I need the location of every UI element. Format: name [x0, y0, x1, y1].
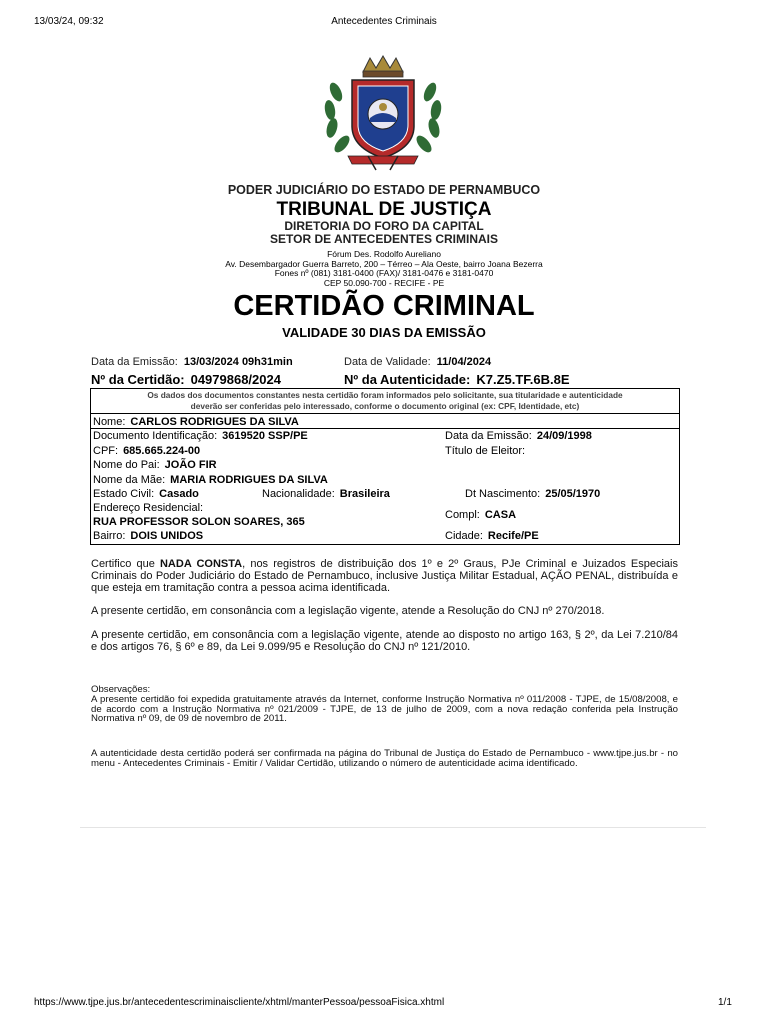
certificate-number: Nº da Certidão: 04979868/2024: [91, 372, 281, 387]
street-address: Av. Desembargador Guerra Barreto, 200 – Térreo – Ala Oeste, bairro Joana Bezerra: [225, 258, 543, 269]
certification-statement: Certifico que NADA CONSTA, nos registros de distribuição dos 1º e 2º Graus, PJe Criminal e Juizados Especiais Criminais do Poder Judiciário do Estado de Pernambuco, inclusive Justiça Militar Estadual, AÇÃO PENAL, distribuída e que esteja em tramitação contra a pessoa acima identificada.: [91, 558, 678, 595]
validity-notice: VALIDADE 30 DIAS DA EMISSÃO: [282, 325, 486, 340]
print-title: Antecedentes Criminais: [331, 16, 437, 27]
phone-numbers: Fones nº (081) 3181-0400 (FAX)/ 3181-0476 e 3181-0470: [274, 268, 494, 279]
field-address-label: Endereço Residencial:: [93, 502, 204, 514]
field-father: Nome do Pai: JOÃO FIR: [93, 459, 217, 471]
field-address: RUA PROFESSOR SOLON SOARES, 365: [93, 516, 305, 528]
observations: [91, 685, 678, 724]
nada-consta: NADA CONSTA: [159, 558, 243, 570]
personal-data-box: [90, 388, 680, 545]
court-name: PODER JUDICIÁRIO DO ESTADO DE PERNAMBUCO: [227, 183, 541, 197]
postal-code: CEP 50.090-700 - RECIFE - PE: [323, 277, 445, 288]
department-line: DIRETORIA DO FORO DA CAPITAL: [284, 219, 484, 233]
address-block: [0, 250, 768, 288]
field-document-date: Data da Emissão: 24/09/1998: [445, 430, 592, 442]
department-block: [0, 220, 768, 246]
tribunal-title: TRIBUNAL DE JUSTIÇA: [276, 199, 492, 220]
print-datetime: 13/03/24, 09:32: [34, 16, 104, 27]
divider: [91, 428, 679, 429]
print-url: https://www.tjpe.jus.br/antecedentescriminaiscliente/xhtml/manterPessoa/pessoaFisica.xhtml: [34, 997, 445, 1008]
page-number: 1/1: [718, 997, 732, 1008]
forum-name: Fórum Des. Rodolfo Aureliano: [327, 249, 441, 259]
pernambuco-coat-of-arms: [318, 52, 448, 172]
field-district: Bairro: DOIS UNIDOS: [93, 530, 204, 542]
emission-date: Data da Emissão: 13/03/2024 09h31min: [91, 356, 293, 368]
field-cpf: CPF: 685.665.224-00: [93, 445, 201, 457]
field-name: Nome: CARLOS RODRIGUES DA SILVA: [93, 416, 299, 428]
field-voter-id: Título de Eleitor:: [445, 445, 526, 457]
sector-line: SETOR DE ANTECEDENTES CRIMINAIS: [269, 232, 499, 246]
observations-label: Observações:: [91, 684, 151, 695]
certificate-title: CERTIDÃO CRIMINAL: [233, 290, 535, 322]
field-mother: Nome da Mãe: MARIA RODRIGUES DA SILVA: [93, 474, 328, 486]
cnj-270-statement: A presente certidão, em consonância com a legislação vigente, atende a Resolução do CNJ nº 270/2018.: [91, 605, 605, 617]
field-birth-date: Dt Nascimento: 25/05/1970: [465, 488, 601, 500]
authenticity-number: Nº da Autenticidade: K7.Z5.TF.6B.8E: [344, 372, 570, 387]
page-divider: [80, 827, 706, 828]
field-id-document: Documento Identificação: 3619520 SSP/PE: [93, 430, 308, 442]
validity-date: Data de Validade: 11/04/2024: [344, 356, 492, 368]
field-complement: Compl: CASA: [445, 509, 517, 521]
legal-basis-statement: A presente certidão, em consonância com a legislação vigente, atende ao disposto no artigo 163, § 2º, da Lei 7.210/84 e dos artigos 76, § 6º e 89, da Lei 9.099/95 e Resolução do CNJ nº 121/2010.: [91, 629, 678, 654]
data-disclaimer: Os dados dos documentos constantes nesta certidão foram informados pelo solicitante, sua titularidade e autenticidade deverão ser conferidas pelo interessado, conforme o documento original (ex: CPF, Identidade, etc): [91, 389, 679, 414]
field-city: Cidade: Recife/PE: [445, 530, 539, 542]
field-civil-status: Estado Civil: Casado: [93, 488, 199, 500]
authenticity-instructions: A autenticidade desta certidão poderá ser confirmada na página do Tribunal de Justiça do Estado de Pernambuco - www.tjpe.jus.br - no menu - Antecedentes Criminais - Emitir / Validar Certidão, utilizando o número de autenticidade acima identificado.: [91, 748, 678, 769]
field-nationality: Nacionalidade: Brasileira: [262, 488, 390, 500]
observations-text: A presente certidão foi expedida gratuitamente através da Internet, conforme Instrução Normativa nº 011/2008 - TJPE, de 15/08/2008, e de acordo com a Instrução Normativa nº 021/2009 - TJPE, de 13 de julho de 2009, com a nova redação conferida pela Instrução Normativa nº 09, de 09 de novembro de 2011.: [91, 693, 678, 725]
